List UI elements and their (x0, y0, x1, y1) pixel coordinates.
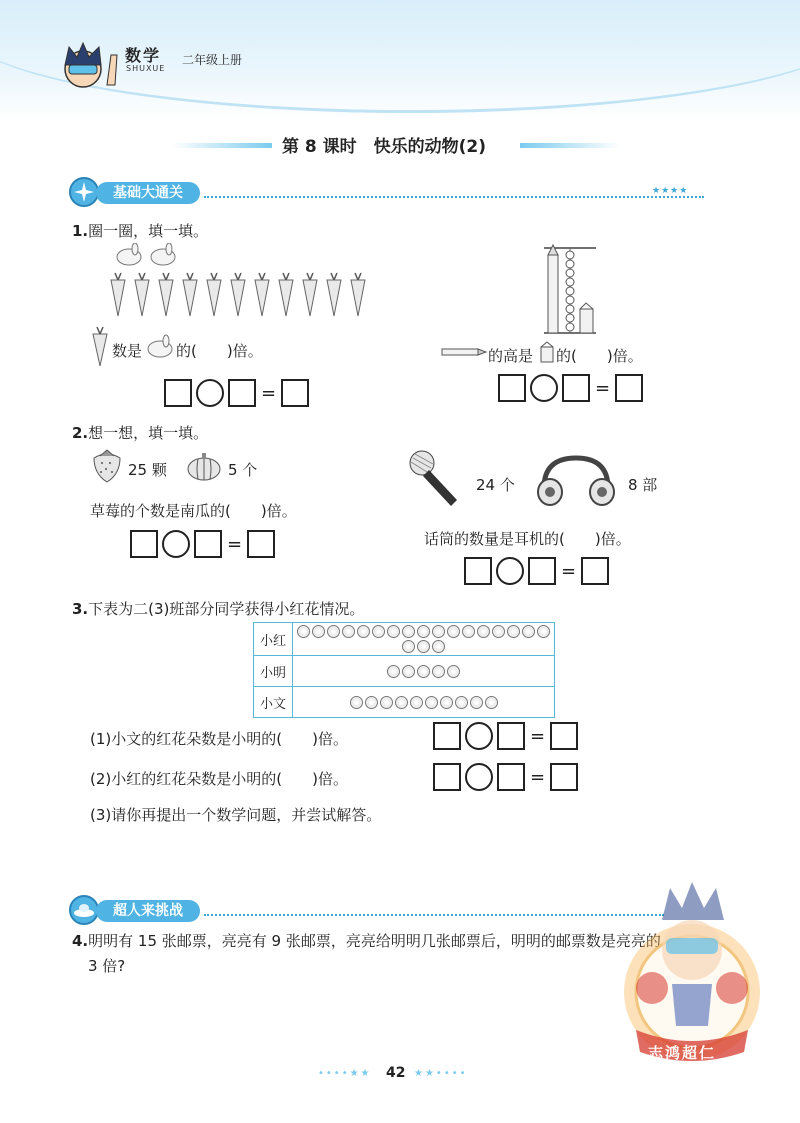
section2-divider (204, 914, 664, 916)
flower-icon (432, 665, 445, 678)
flower-icon (522, 625, 535, 638)
pumpkin-icon (186, 452, 222, 482)
answer-box[interactable] (581, 557, 609, 585)
flower-icon (387, 625, 400, 638)
carrot-icon (90, 326, 110, 368)
section1-divider (204, 196, 704, 198)
answer-box[interactable] (281, 379, 309, 407)
flower-icon (395, 696, 408, 709)
flower-icon (297, 625, 310, 638)
q2-right-equation (464, 557, 609, 585)
answer-box[interactable] (498, 374, 526, 402)
flower-icon (492, 625, 505, 638)
equals-sign: = (530, 725, 546, 747)
answer-box[interactable] (562, 374, 590, 402)
flower-icon (327, 625, 340, 638)
operator-circle[interactable] (196, 379, 224, 407)
flower-icon (402, 665, 415, 678)
flower-icon (342, 625, 355, 638)
q4-line2: 3 倍? (88, 957, 126, 975)
flower-icon (447, 625, 460, 638)
q3-sub2: (2)小红的红花朵数是小明的( )倍。 (90, 770, 348, 788)
q1-heading: 1.圈一圈，填一填。 (72, 222, 209, 240)
rabbit-icons (113, 243, 183, 267)
page-number: 42 (386, 1065, 406, 1081)
operator-circle[interactable] (465, 722, 493, 750)
answer-box[interactable] (497, 763, 525, 791)
q3-sub3: (3)请你再提出一个数学问题，并尝试解答。 (90, 806, 382, 824)
table-row (254, 687, 555, 718)
title-bar-right (520, 143, 620, 148)
flower-cell (293, 623, 555, 656)
q1-left-text-b: 的( )倍。 (176, 342, 263, 360)
section-title-challenge: 超人来挑战 (96, 900, 200, 922)
flower-icon (425, 696, 438, 709)
answer-box[interactable] (615, 374, 643, 402)
headphones-icon (534, 454, 618, 508)
flower-icon (417, 665, 430, 678)
lesson-title: 第 8 课时 快乐的动物(2) (282, 137, 487, 157)
strawberry-count: 25 颗 (128, 461, 167, 479)
microphone-icon (405, 448, 465, 510)
answer-box[interactable] (247, 530, 275, 558)
answer-box[interactable] (528, 557, 556, 585)
q2-heading: 2.想一想，填一填。 (72, 424, 209, 442)
flower-icon (387, 665, 400, 678)
student-name: 小明 (254, 656, 293, 687)
flower-icon (477, 625, 490, 638)
flower-icon (417, 640, 430, 653)
flower-icon (372, 625, 385, 638)
flower-cell (293, 656, 555, 687)
pumpkin-count: 5 个 (228, 461, 258, 479)
q3-sub2-equation (433, 763, 578, 791)
q2-right-question: 话筒的数量是耳机的( )倍。 (424, 530, 631, 548)
flower-table (253, 622, 555, 718)
q1-right-text-a: 的高是 (488, 347, 534, 365)
q1-left-equation (164, 379, 309, 407)
flower-icon (402, 625, 415, 638)
section-title-basics: 基础大通关 (96, 182, 200, 204)
rabbit-icon (146, 334, 176, 358)
flower-icon (537, 625, 550, 638)
answer-box[interactable] (497, 722, 525, 750)
footer-stars-right: ★★•••• (414, 1068, 468, 1079)
flower-icon (380, 696, 393, 709)
header-grade: 二年级上册 (182, 53, 243, 67)
microphone-count: 24 个 (476, 476, 515, 494)
height-comparison-figure (540, 243, 600, 338)
equals-sign: = (530, 766, 546, 788)
table-row (254, 623, 555, 656)
operator-circle[interactable] (496, 557, 524, 585)
q1-left-text-a: 数是 (112, 342, 143, 360)
q3-sub1: (1)小文的红花朵数是小明的( )倍。 (90, 730, 348, 748)
flower-icon (417, 625, 430, 638)
footer-stars-left: ••••★★ (318, 1068, 372, 1079)
milk-box-icon (540, 341, 554, 363)
header-subject: 数学 (125, 46, 162, 65)
operator-circle[interactable] (530, 374, 558, 402)
answer-box[interactable] (550, 722, 578, 750)
flower-icon (350, 696, 363, 709)
answer-box[interactable] (550, 763, 578, 791)
equals-sign: = (561, 560, 577, 582)
answer-box[interactable] (464, 557, 492, 585)
flower-icon (410, 696, 423, 709)
equals-sign: = (227, 533, 243, 555)
q3-sub1-equation (433, 722, 578, 750)
student-name: 小红 (254, 623, 293, 656)
section1-stars: ★★★★ (652, 186, 689, 196)
flower-icon (312, 625, 325, 638)
flower-icon (507, 625, 520, 638)
headphone-count: 8 部 (628, 476, 658, 494)
flower-icon (440, 696, 453, 709)
answer-box[interactable] (228, 379, 256, 407)
flower-icon (485, 696, 498, 709)
pencil-icon (440, 346, 488, 358)
q2-left-question: 草莓的个数是南瓜的( )倍。 (90, 502, 297, 520)
strawberry-icon (90, 448, 124, 484)
mascot-icon (55, 35, 125, 97)
q2-left-equation (130, 530, 275, 558)
answer-box[interactable] (164, 379, 192, 407)
flower-icon (462, 625, 475, 638)
answer-box[interactable] (130, 530, 158, 558)
answer-box[interactable] (433, 763, 461, 791)
carrot-icons (108, 272, 376, 318)
equals-sign: = (261, 382, 277, 404)
flower-icon (432, 625, 445, 638)
flower-icon (432, 640, 445, 653)
answer-box[interactable] (433, 722, 461, 750)
flower-icon (455, 696, 468, 709)
flower-icon (447, 665, 460, 678)
badge-text: 志鸿超仁 (648, 1044, 717, 1062)
student-name: 小文 (254, 687, 293, 718)
table-row (254, 656, 555, 687)
title-bar-left (172, 143, 272, 148)
q3-heading: 3.下表为二(3)班部分同学获得小红花情况。 (72, 600, 365, 618)
q1-right-equation (498, 374, 643, 402)
q1-right-text-b: 的( )倍。 (556, 347, 643, 365)
header-pinyin: SHUXUE (126, 64, 166, 73)
flower-icon (402, 640, 415, 653)
equals-sign: = (595, 377, 611, 399)
flower-icon (357, 625, 370, 638)
carrot-row (108, 272, 376, 322)
operator-circle[interactable] (162, 530, 190, 558)
flower-cell (293, 687, 555, 718)
answer-box[interactable] (194, 530, 222, 558)
q4-line1: 4.明明有 15 张邮票，亮亮有 9 张邮票，亮亮给明明几张邮票后，明明的邮票数是亮亮的 (72, 932, 661, 950)
flower-icon (470, 696, 483, 709)
operator-circle[interactable] (465, 763, 493, 791)
flower-icon (365, 696, 378, 709)
